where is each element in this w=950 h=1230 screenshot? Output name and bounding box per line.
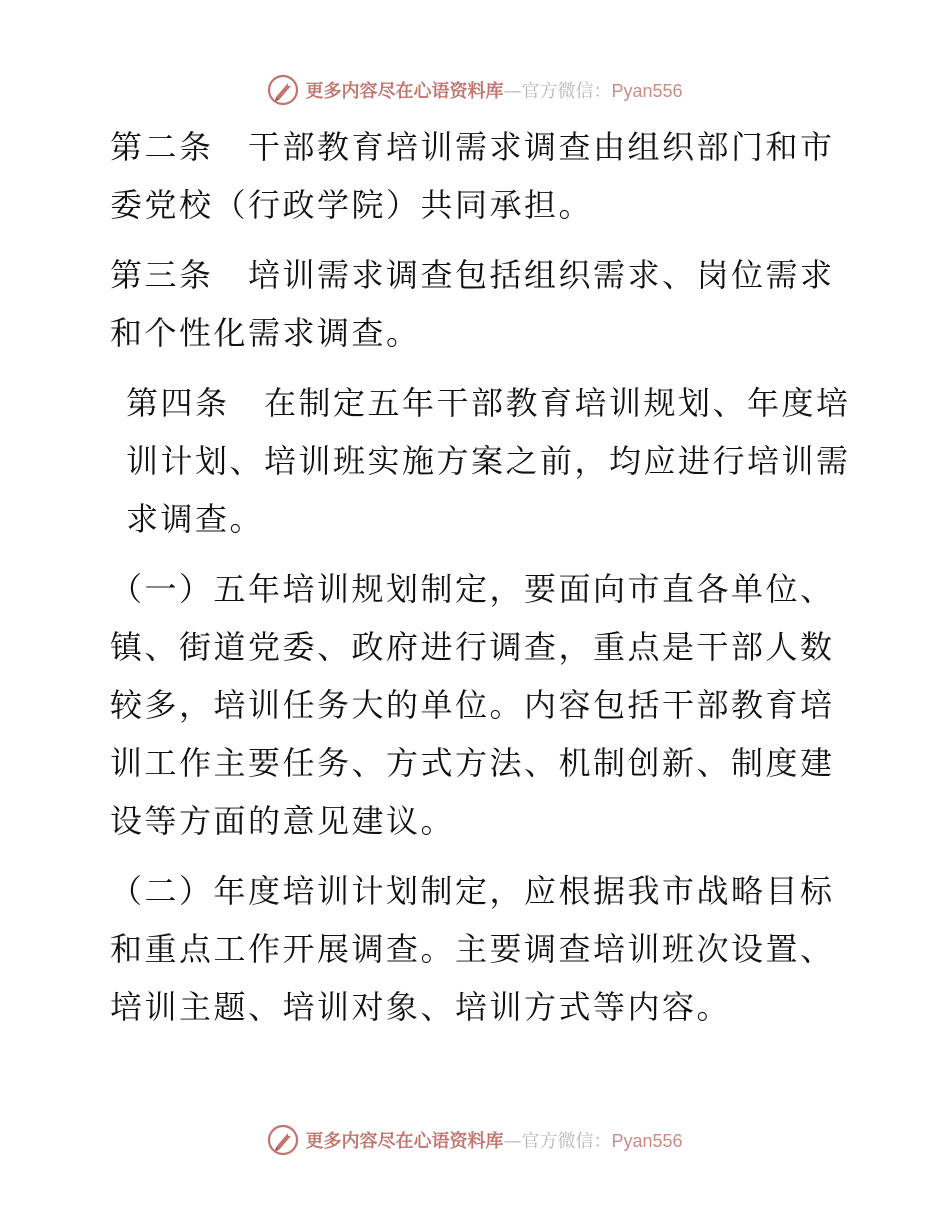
watermark-text	[305, 77, 682, 103]
watermark-account: Pyan556	[611, 81, 683, 101]
article-3-paragraph: 第三条 培训需求调查包括组织需求、岗位需求和个性化需求调查。	[110, 256, 835, 352]
pen-logo-icon	[267, 1124, 299, 1156]
watermark-account: Pyan556	[611, 1131, 683, 1151]
watermark-brand: 更多内容尽在心语资料库	[305, 81, 504, 102]
pen-logo-icon	[267, 74, 299, 106]
article-2-paragraph: 第二条 干部教育培训需求调查由组织部门和市委党校（行政学院）共同承担。	[110, 128, 835, 224]
watermark-dash: —	[503, 1131, 522, 1152]
document-body	[98, 118, 858, 1048]
header-watermark	[0, 72, 950, 108]
footer-watermark	[0, 1122, 950, 1158]
item-1-paragraph: （一）五年培训规划制定，要面向市直各单位、镇、街道党委、政府进行调查，重点是干部人数较多，培训任务大的单位。内容包括干部教育培训工作主要任务、方式方法、机制创新、制度建设等方面的意见建议。	[110, 570, 835, 840]
article-4-paragraph: 第四条 在制定五年干部教育培训规划、年度培训计划、培训班实施方案之前，均应进行培训需求调查。	[126, 384, 851, 538]
watermark-dash: —	[503, 81, 522, 102]
watermark-group	[267, 72, 682, 108]
watermark-brand: 更多内容尽在心语资料库	[305, 1131, 504, 1152]
watermark-text	[305, 1127, 682, 1153]
watermark-official-label: 官方微信：	[521, 1131, 612, 1152]
watermark-group	[267, 1122, 682, 1158]
watermark-official-label: 官方微信：	[521, 81, 612, 102]
item-2-paragraph: （二）年度培训计划制定，应根据我市战略目标和重点工作开展调查。主要调查培训班次设置、培训主题、培训对象、培训方式等内容。	[110, 872, 835, 1026]
